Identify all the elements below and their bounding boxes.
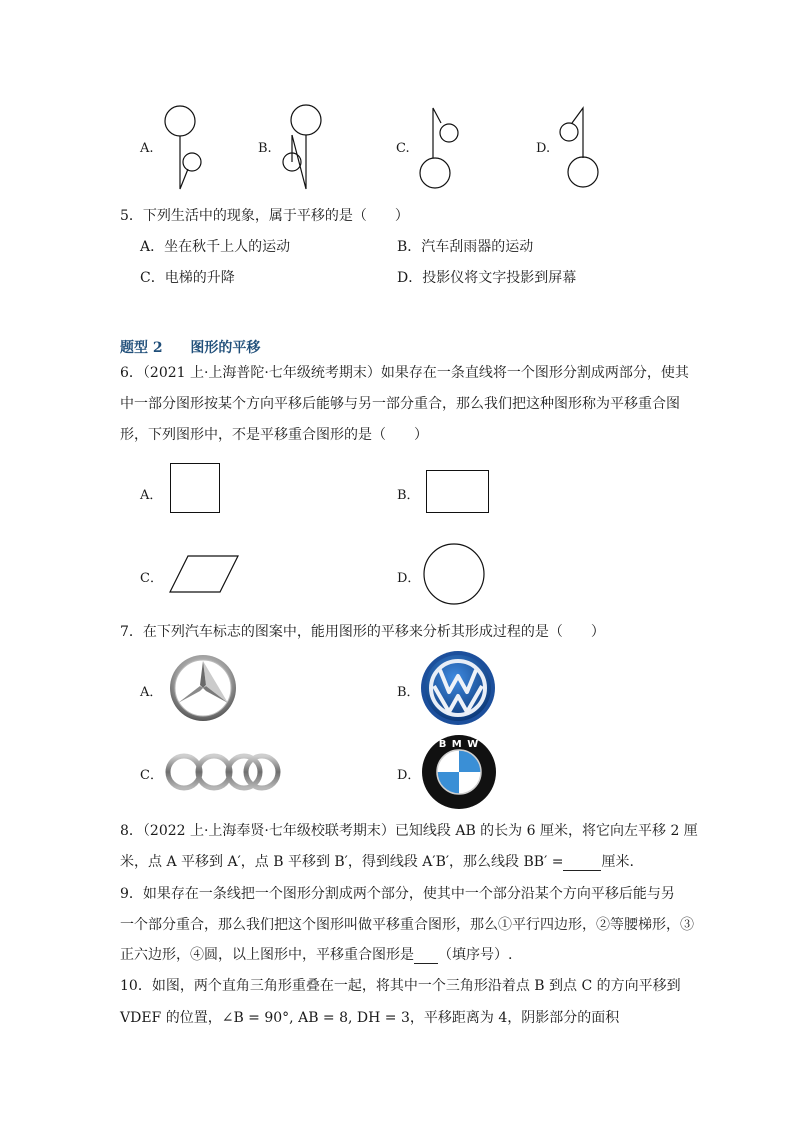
q7-option-c-label[interactable]: C． [140,768,163,783]
q8-line1: 8．（2022 上·上海奉贤·七年级校联考期末）已知线段 AB 的长为 6 厘米，将它向左平移 2 厘 [120,823,698,839]
section-label: 题型 2 [120,340,163,356]
bmw-logo-letters: B M W [438,739,480,750]
q7-option-d-label[interactable]: D． [397,768,421,783]
q4-option-d-label[interactable]: D. [536,141,551,156]
q7-option-b-label[interactable]: B． [397,685,420,700]
q4-option-a-label[interactable]: A. [140,141,154,156]
q5-option-c[interactable]: C．电梯的升降 [140,270,235,286]
q6-line1: 6．（2021 上·上海普陀·七年级统考期末）如果存在一条直线将一个图形分割成两部分，使其 [120,365,689,381]
q10-line2: VDEF 的位置，∠B = 90°, AB = 8, DH = 3，平移距离为 4，阴影部分的面积 [120,1010,620,1026]
q7-option-a-label[interactable]: A． [140,685,163,700]
q8-line2 [120,853,634,871]
q6-option-c-label[interactable]: C． [140,571,163,586]
section-title: 图形的平移 [190,340,261,356]
q9-line1: 9．如果存在一条线把一个图形分割成两个部分，使其中一个部分沿某个方向平移后能与另 [120,886,675,902]
q5-option-b[interactable]: B．汽车刮雨器的运动 [397,239,534,255]
q6-line2: 中一部分图形按某个方向平移后能够与另一部分重合，那么我们把这种图形称为平移重合图 [120,396,680,412]
q6-option-a-label[interactable]: A． [140,488,163,503]
q5-stem: 5．下列生活中的现象，属于平移的是（ ） [120,208,409,224]
q8-line2-unit: 厘米. [601,854,634,870]
q9-line3-tail: （填序号）. [438,947,513,963]
q10-line1: 10．如图，两个直角三角形重叠在一起，将其中一个三角形沿着点 B 到点 C 的方向平移到 [120,978,681,994]
q8-line2-text: 米，点 A 平移到 A′，点 B 平移到 B′，得到线段 A′B′，那么线段 BB′ = [120,854,564,870]
q6-option-d-label[interactable]: D． [397,571,421,586]
q9-line3 [120,946,512,964]
q9-answer-blank[interactable] [414,949,438,964]
q6-option-b-label[interactable]: B． [397,488,420,503]
q9-line2: 一个部分重合，那么我们把这个图形叫做平移重合图形，那么①平行四边形，②等腰梯形，③ [120,917,694,933]
q5-option-d[interactable]: D．投影仪将文字投影到屏幕 [397,270,577,286]
q6-line3: 形，下列图形中，不是平移重合图形的是（ ） [120,427,428,443]
q5-option-a[interactable]: A．坐在秋千上人的运动 [140,239,291,255]
q4-option-c-label[interactable]: C. [396,141,410,156]
q4-option-b-label[interactable]: B. [258,141,272,156]
q9-line3-text: 正六边形，④圆，以上图形中，平移重合图形是 [120,947,414,963]
q8-answer-blank[interactable] [563,856,601,871]
q7-stem: 7．在下列汽车标志的图案中，能用图形的平移来分析其形成过程的是（ ） [120,624,605,640]
